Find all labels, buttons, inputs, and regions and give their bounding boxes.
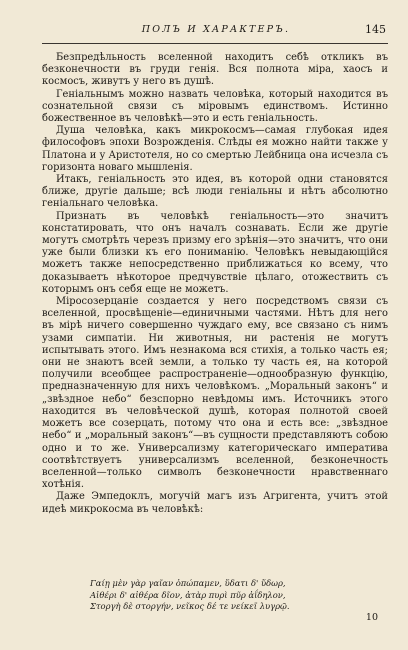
paragraph: Безпредѣльность вселенной находитъ себѣ откликъ въ безконечности въ груди генія. Вся полнота міра, хаосъ и космосъ, живутъ у него въ душѣ. — [42, 52, 388, 88]
header-rule — [42, 43, 388, 44]
verse-line: Στοργὴ δὲ στοργήν, νεῖκος δέ τε νείκεϊ λυγρῷ. — [90, 601, 290, 612]
verse-line: Γαίῃ μὲν γὰρ γαῖαν ὀπώπαμεν, ὕδατι δ' ὕδωρ, — [90, 578, 286, 588]
paragraph: Даже Эмпедоклъ, могучій магъ изъ Агригента, учитъ этой идеѣ микрокосма въ человѣкѣ: — [42, 491, 388, 515]
body-text — [42, 52, 388, 516]
paragraph: Итакъ, геніальность это идея, въ которой одни становятся ближе, другіе дальше; всѣ люди геніальны и нѣтъ абсолютно геніальнаго человѣка. — [42, 174, 388, 210]
paragraph: Міросозерцаніе создается у него посредствомъ связи съ вселенной, просвѣщеніе—единичными частями. Нѣтъ для него въ мірѣ ничего совершенно чуждаго ему, все связано съ нимъ узами симпатіи. Ни животныя, ни растенія не могутъ испытывать этого. Имъ незнакома вся стихія, а только часть ея; они не знаютъ всей земли, а только ту часть ея, на которой получили всеобщее распространеніе—однообразную функцію, предназначенную для нихъ человѣкомъ. „Моральный законъ“ и „звѣздное небо“ безспорно невѣдомы имъ. Источникъ этого находится въ человѣческой душѣ, которая полнотой своей можетъ все созерцать, потому что она и есть все: „звѣздное небо“ и „моральный законъ“—въ сущности представляютъ собою одно и то же. Универсализму категорическаго императива соотвѣтствуетъ универсализмъ вселенной, безконечность вселенной—только символъ безконечности нравственнаго хотѣнія. — [42, 296, 388, 491]
signature-mark: 10 — [365, 612, 378, 623]
running-head — [42, 24, 390, 40]
running-title: ПОЛЪ И ХАРАКТЕРЪ. — [141, 24, 291, 35]
page-number: 145 — [365, 23, 386, 36]
paragraph: Признать въ человѣкѣ геніальность—это значитъ констатировать, что онъ началъ сознавать. Если же другіе могутъ смотрѣть черезъ призму его зрѣнія—это значитъ, что они уже были близки къ его пониманію. Человѣкъ невыдающійся можетъ также непосредственно приближаться ко всему, что доказываетъ нѣкоторое предчувствіе цѣлаго, отожествить съ которымъ онъ себя еще не можетъ. — [42, 210, 388, 295]
greek-verse — [90, 578, 368, 613]
paragraph: Душа человѣка, какъ микрокосмъ—самая глубокая идея философовъ эпохи Возрожденія. Слѣды ея можно найти также у Платона и у Аристотеля, но со смертью Лейбница она исчезла съ горизонта новаго мышленія. — [42, 125, 388, 173]
paragraph: Геніальнымъ можно назвать человѣка, который находится въ сознательной связи съ міровымъ единствомъ. Истинно божественное въ человѣкѣ—это и есть геніальность. — [42, 88, 388, 125]
verse-line: Αἰθέρι δ' αἰθέρα δῖον, ἀτὰρ πυρὶ πῦρ ἀΐδηλον, — [90, 589, 286, 600]
